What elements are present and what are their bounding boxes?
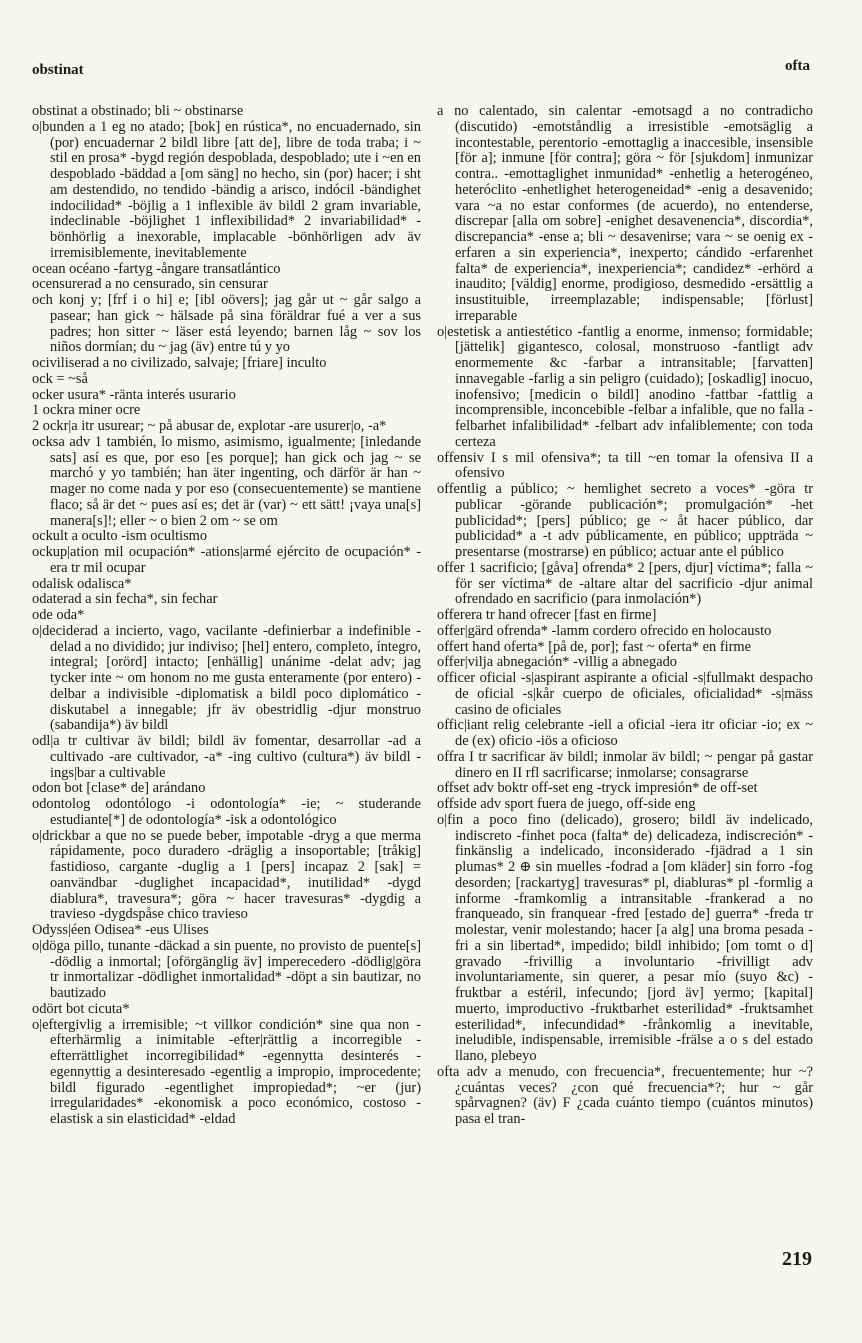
dictionary-entry: offer|gärd ofrenda* -lamm cordero ofrecido en holocausto [437,622,772,639]
dictionary-entry: ode oda* [32,607,85,623]
dictionary-entry: ocean océano -fartyg -ångare transatlántico [32,260,281,277]
dictionary-entry: o|eftergivlig a irremisible; ~t villkor condición* sine qua non -efterhärmlig a inimitable -efter|rättlig a incorregible -efterrättlighet incorregibilidad* -egennytta desinterés -egennyttig a desinteresado -egentlig a impropio, improcedente; bildl figurado -egentlighet impropiedad*; ~er (jur) irregularidades* -ekonomisk a poco económico, costoso -elastisk a sin elasticidad* -eldad [32,1016,421,1127]
dictionary-entry: ockup|ation mil ocupación* -ations|armé ejército de ocupación* -era tr mil ocupar [32,544,421,576]
dictionary-entry: odon bot [clase* de] arándano [32,780,206,797]
dictionary-entry: 2 ockr|a itr usurear; ~ på abusar de, explotar -are usurer|o, -a* [32,418,387,434]
dictionary-entry: offset adv boktr off-set eng -tryck impresión* de off-set [437,780,758,797]
dictionary-entry: o|döga pillo, tunante -däckad a sin puente, no provisto de puente[s] -dödlig a inmortal; [oförgänglig äv] imperecedero -dödlig|göra tr inmortalizar -dödlighet inmortalidad* -döpt a sin bautizar, no bautizado [32,937,421,1001]
dictionary-column-right [437,104,813,1244]
dictionary-entry: ock = ~så [32,370,88,387]
page-number: 219 [782,1248,812,1270]
dictionary-entry: offert hand oferta* [på de, por]; fast ~ oferta* en firme [437,638,751,655]
dictionary-entry: offic|iant relig celebrante -iell a oficial -iera itr oficiar -io; ex ~ de (ex) oficio -iös a oficioso [437,717,813,749]
dictionary-entry: offentlig a público; ~ hemlighet secreto a voces* -göra tr publicar -görande publicación*; promulgación* -het publicidad*; [pers] público; ge ~ åt hacer público, dar publicidad* a -t adv públicamente, en público; uppträda ~ presentarse (mostrarse) en público; actuar ante el público [437,481,813,560]
dictionary-entry: obstinat a obstinado; bli ~ obstinarse [32,104,244,119]
dictionary-entry: ocksa adv 1 también, lo mismo, asimismo, igualmente; [inledande sats] así es que, por eso [es porque]; han gick och jag ~ se marchó y yo también; han äter ingenting, och därför är han ~ mager no come nada y por eso (consecuentemente) se mantiene flaco; så är det ~ pues así es; det är (var) ~ ett sätt! ¡vaya una[s] manera[s]!; eller ~ o bien 2 om ~ se om [32,433,421,529]
dictionary-entry: odört bot cicuta* [32,1000,130,1017]
running-head-last-word: ofta [785,58,810,74]
running-head-first-word: obstinat [32,62,84,78]
dictionary-entry: odaterad a sin fecha*, sin fechar [32,591,218,608]
dictionary-entry: a no calentado, sin calentar -emotsagd a no contradicho (discutido) -emotståndlig a irresistible -emotsäglig a incontestable, perentorio -emottaglig a inaccesible, insensible [för a]; inmune [för contra]; göra ~ för [sjukdom] inmunizar contra.. -emottaglighet inmunidad* -enhetlig a heterogéneo, heteróclito -enhetlighet heterogeneidad* -enig a desavenido; vara ~a no estar conformes (de acuerdo), no entenderse, discrepar [alla om sobre] -enighet desavenencia*, discordia*, discrepancia* -ense a; bli ~ desavenirse; vara ~ se oenig ex -erfaren a sin experiencia*, inexperto; cándido -erfarenhet falta* de experiencia*, inexperiencia*; candidez* -erhörd a inaudito; [väldig] enorme, prodigioso, desmedido -ersättlig a insustituible, irreemplazable; indispensable; [förlust] irreparable [437,104,813,324]
dictionary-entry: o|deciderad a incierto, vago, vacilante -definierbar a indefinible -delad a no dividido; jur indiviso; [hel] entero, completo, íntegro, integral; [orörd] intacto; [enhällig] unánime -delat adv; jag tycker inte ~ om honom no me gusta enteramente (por entero) -delbar a indivisible -diplomatisk a bildl poco diplomático -diskutabel a innegable; jfr äv obestridlig -djur monstruo (sabandija*) äv bildl [32,622,421,734]
dictionary-entry: ocker usura* -ränta interés usurario [32,386,236,403]
dictionary-entry: odalisk odalisca* [32,575,132,592]
dictionary-entry: offside adv sport fuera de juego, off-side eng [437,796,696,812]
dictionary-entry: o|drickbar a que no se puede beber, impotable -dryg a que merma rápidamente, poco duradero -dräglig a insoportable; [tråkig] fastidioso, cargante -duglig a 1 [pers] incapaz 2 [sak] = oanvändbar -duglighet incapacidad*, inutilidad* -dygd diablura*, travesura*; göra ~ hacer travesuras* -dygdig a travieso -dygdspåse chico travieso [32,827,421,923]
dictionary-entry: 1 ockra miner ocre [32,402,141,419]
dictionary-entry: odontolog odontólogo -i odontología* -ie; ~ studerande estudiante[*] de odontología* -isk a odontológico [32,796,421,828]
dictionary-entry: officer oficial -s|aspirant aspirante a oficial -s|fullmakt despacho de oficial -s|kår cuerpo de oficiales, oficialidad* -s|mäss casino de oficiales [437,670,813,718]
dictionary-entry: offra I tr sacrificar äv bildl; inmolar äv bildl; ~ pengar på gastar dinero en II rfl sacrificarse; inmolarse; consagrarse [437,748,813,781]
dictionary-entry: ofta adv a menudo, con frecuencia*, frecuentemente; hur ~? ¿cuántas veces? ¿con qué frecuencia*?; hur ~ går spårvagnen? (äv) F ¿cada cuánto tiempo (cuántos minutos) pasa el tran- [437,1063,813,1127]
dictionary-entry: odl|a tr cultivar äv bildl; bildl äv fomentar, desarrollar -ad a cultivado -are cultivador, -a* -ing cultivo (cultura*) äv bildl -ings|bar a cultivable [32,733,421,781]
dictionary-entry: ockult a oculto -ism ocultismo [32,528,208,545]
dictionary-entry: o|bunden a 1 eg no atado; [bok] en rústica*, no encuadernado, sin (por) encuadernar 2 bildl libre [att de], libre de toda traba; i ~ stil en prosa* -bygd región despoblada, despoblado; ute i ~en en despoblado -bäddad a [om säng] no hecho, sin (por) hacer; i sht am destendido, no tendido -bändig a arisco, indócil -bändighet indocilidad* -böjlig a 1 inflexible äv bildl 2 gram invariable, indeclinable -böjlighet 1 inflexibilidad* 2 invariabilidad* -bönhörlig a inexorable, implacable -bönhörligen adv äv irremisiblemente, inevitablemente [32,118,421,261]
dictionary-entry: offensiv I s mil ofensiva*; ta till ~en tomar la ofensiva II a ofensivo [437,449,813,482]
dictionary-entry: Odyss|éen Odisea* -eus Ulises [32,922,209,938]
dictionary-entry: och konj y; [frf i o hi] e; [ibl oövers]; jag går ut ~ går salgo a pasear; han gick ~ hälsade på sina föräldrar fué a ver a sus padres; hon sitter ~ läser está leyendo; barnen låg ~ sov los niños dormían; du ~ jag (äv) entre tú y yo [32,292,421,356]
dictionary-column-left [32,104,421,1219]
dictionary-entry: ocensurerad a no censurado, sin censurar [32,276,268,293]
dictionary-entry: ociviliserad a no civilizado, salvaje; [friare] inculto [32,355,327,371]
dictionary-entry: offer|vilja abnegación* -villig a abnegado [437,654,677,671]
dictionary-entry: o|estetisk a antiestético -fantlig a enorme, inmenso; formidable; [jättelik] gigantesco, colosal, monstruoso -fantligt adv enormemente &c -farbar a intransitable; [farvatten] innavegable -farlig a sin peligro (cuidado); [oskadlig] inocuo, inofensivo; [medicin o bildl] anodino -fattbar -fattlig a incomprensible, inconcebible -felbar a infalible, que no falla -felbarhet infalibilidad* -felbart adv infaliblemente; con toda certeza [437,323,813,450]
dictionary-entry: o|fin a poco fino (delicado), grosero; bildl äv indelicado, indiscreto -finhet poca (falta* de) delicadeza, indiscreción* -finkänslig a indelicado, inconsiderado -fjädrad a 1 sin plumas* 2 ⊕ sin muelles -fodrad a [om kläder] sin forro -fog desorden; [rackartyg] travesuras* pl, diabluras* pl -formlig a informe -framkomlig a intransitable -frankerad a no franqueado, sin franquear -fred [estado de] guerra* -freda tr molestar, venir molestando; hacer [a alg] una broma pesada -fri a sin libertad*, impedido; bildl inhibido; [om tomt o d] gravado -frivillig a involuntario -frivilligt adv involuntariamente, sin querer, a pesar mío (suyo &c) -fruktbar a estéril, infecundo; [jord äv] yermo; [kapital] muerto, improductivo -fruktbarhet esterilidad* -fruktsamhet esterilidad*, infecundidad* -frånkomlig a inevitable, ineludible, indispensable, irremisible -frälse a o s del estado llano, plebeyo [437,811,813,1064]
dictionary-entry: offer 1 sacrificio; [gåva] ofrenda* 2 [pers, djur] víctima*; falla ~ för ser víctima* de -altare altar del sacrificio -djur animal ofrendado en sacrificio (para inmolación*) [437,559,813,608]
dictionary-entry: offerera tr hand ofrecer [fast en firme] [437,607,657,623]
